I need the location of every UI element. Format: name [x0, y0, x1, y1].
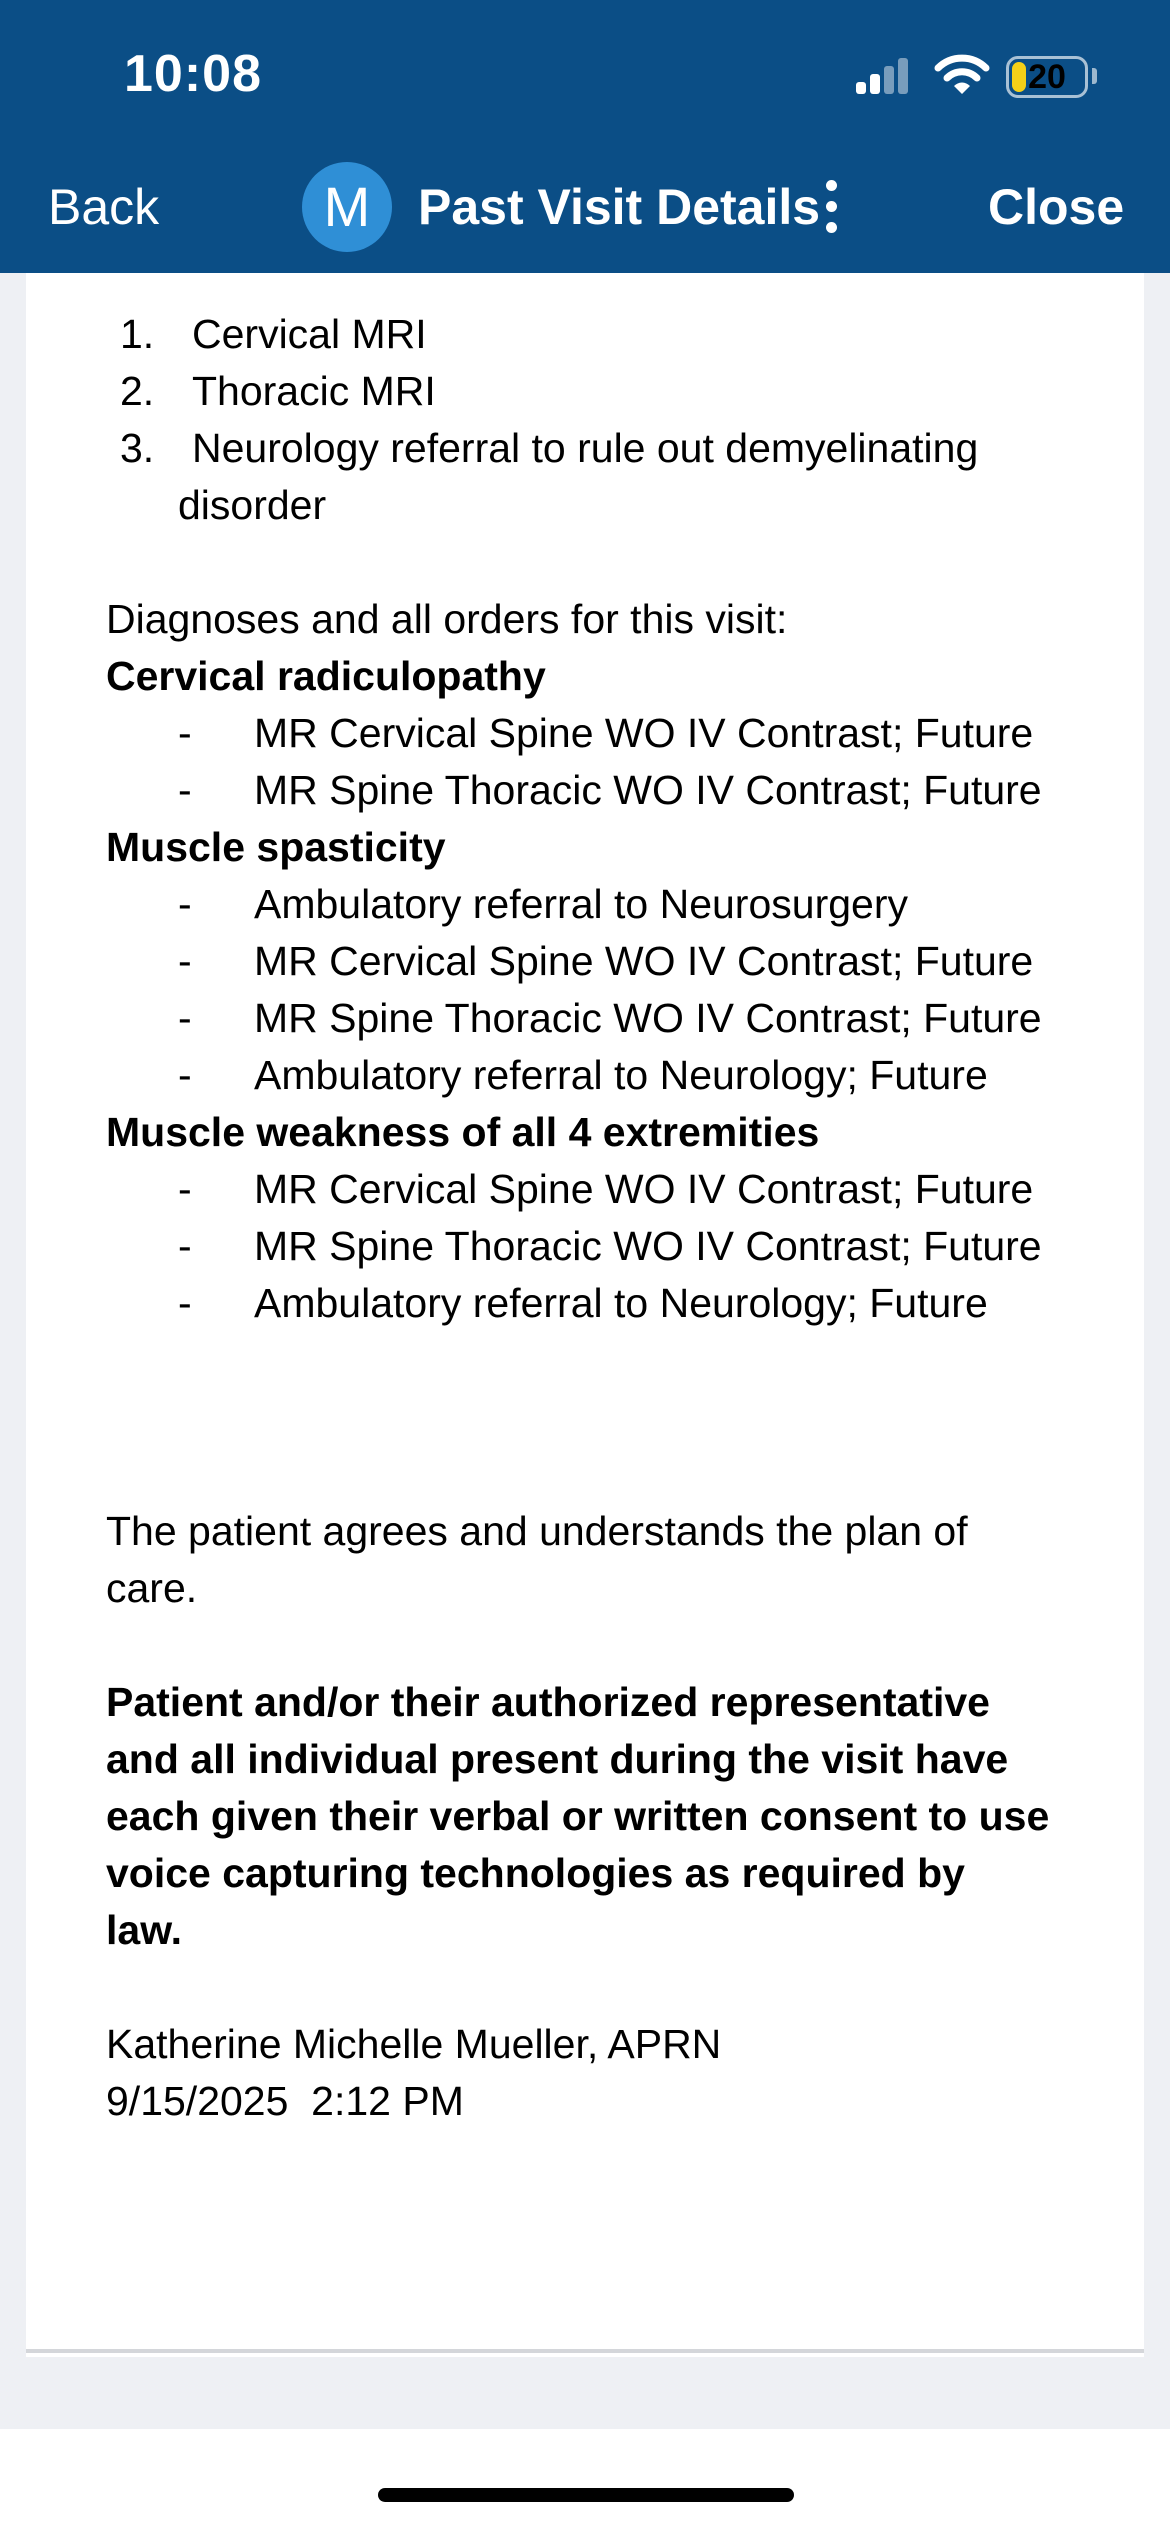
agreement-text: The patient agrees and understands the plan of	[106, 1508, 968, 1554]
consent-text: and all individual present during the visit have	[106, 1736, 1009, 1782]
cellular-signal-icon	[856, 58, 910, 94]
page-background-right	[1144, 273, 1170, 2429]
diagnosis-name: Muscle weakness of all 4 extremities	[106, 1109, 820, 1155]
plan-number: 3.	[120, 425, 155, 471]
status-time: 10:08	[124, 45, 262, 103]
back-button[interactable]: Back	[48, 179, 160, 235]
provider-signature: Katherine Michelle Mueller, APRN	[106, 2021, 722, 2067]
order-item: MR Spine Thoracic WO IV Contrast; Future	[254, 995, 1042, 1041]
consent-text: Patient and/or their authorized representative	[106, 1679, 990, 1725]
more-options-icon[interactable]	[816, 176, 846, 236]
order-item: MR Cervical Spine WO IV Contrast; Future	[254, 710, 1034, 756]
order-item: MR Cervical Spine WO IV Contrast; Future	[254, 938, 1034, 984]
agreement-text: care.	[106, 1565, 198, 1611]
plan-number: 1.	[120, 311, 155, 357]
page-background-left	[0, 273, 26, 2429]
plan-item: Thoracic MRI	[192, 368, 436, 414]
consent-text: each given their verbal or written consent to use	[106, 1793, 1050, 1839]
close-button[interactable]: Close	[988, 179, 1125, 235]
order-item: MR Cervical Spine WO IV Contrast; Future	[254, 1166, 1034, 1212]
order-bullet: -	[178, 1166, 192, 1212]
order-bullet: -	[178, 995, 192, 1041]
battery-nub	[1092, 68, 1097, 84]
avatar[interactable]: M	[302, 162, 392, 252]
app-header	[0, 0, 1170, 273]
page-background-bottom	[0, 2357, 1170, 2429]
order-bullet: -	[178, 1052, 192, 1098]
plan-item: Neurology referral to rule out demyelinating	[192, 425, 979, 471]
order-bullet: -	[178, 767, 192, 813]
plan-item: Cervical MRI	[192, 311, 427, 357]
order-bullet: -	[178, 1223, 192, 1269]
order-item: Ambulatory referral to Neurology; Future	[254, 1280, 988, 1326]
signature-datetime: 9/15/2025 2:12 PM	[106, 2078, 464, 2124]
order-item: MR Spine Thoracic WO IV Contrast; Future	[254, 767, 1042, 813]
plan-item-continuation: disorder	[178, 482, 327, 528]
battery-level: 20	[1028, 58, 1066, 96]
home-indicator[interactable]	[378, 2488, 794, 2502]
order-bullet: -	[178, 1280, 192, 1326]
order-bullet: -	[178, 938, 192, 984]
page-title: Past Visit Details	[418, 179, 821, 235]
diagnosis-name: Muscle spasticity	[106, 824, 446, 870]
order-item: Ambulatory referral to Neurology; Future	[254, 1052, 988, 1098]
diagnosis-name: Cervical radiculopathy	[106, 653, 546, 699]
consent-text: law.	[106, 1907, 182, 1953]
order-item: Ambulatory referral to Neurosurgery	[254, 881, 908, 927]
battery-icon	[1006, 56, 1088, 98]
diagnoses-heading: Diagnoses and all orders for this visit:	[106, 596, 788, 642]
order-bullet: -	[178, 881, 192, 927]
order-bullet: -	[178, 710, 192, 756]
plan-number: 2.	[120, 368, 155, 414]
order-item: MR Spine Thoracic WO IV Contrast; Future	[254, 1223, 1042, 1269]
wifi-icon	[934, 54, 990, 96]
consent-text: voice capturing technologies as required by	[106, 1850, 965, 1896]
